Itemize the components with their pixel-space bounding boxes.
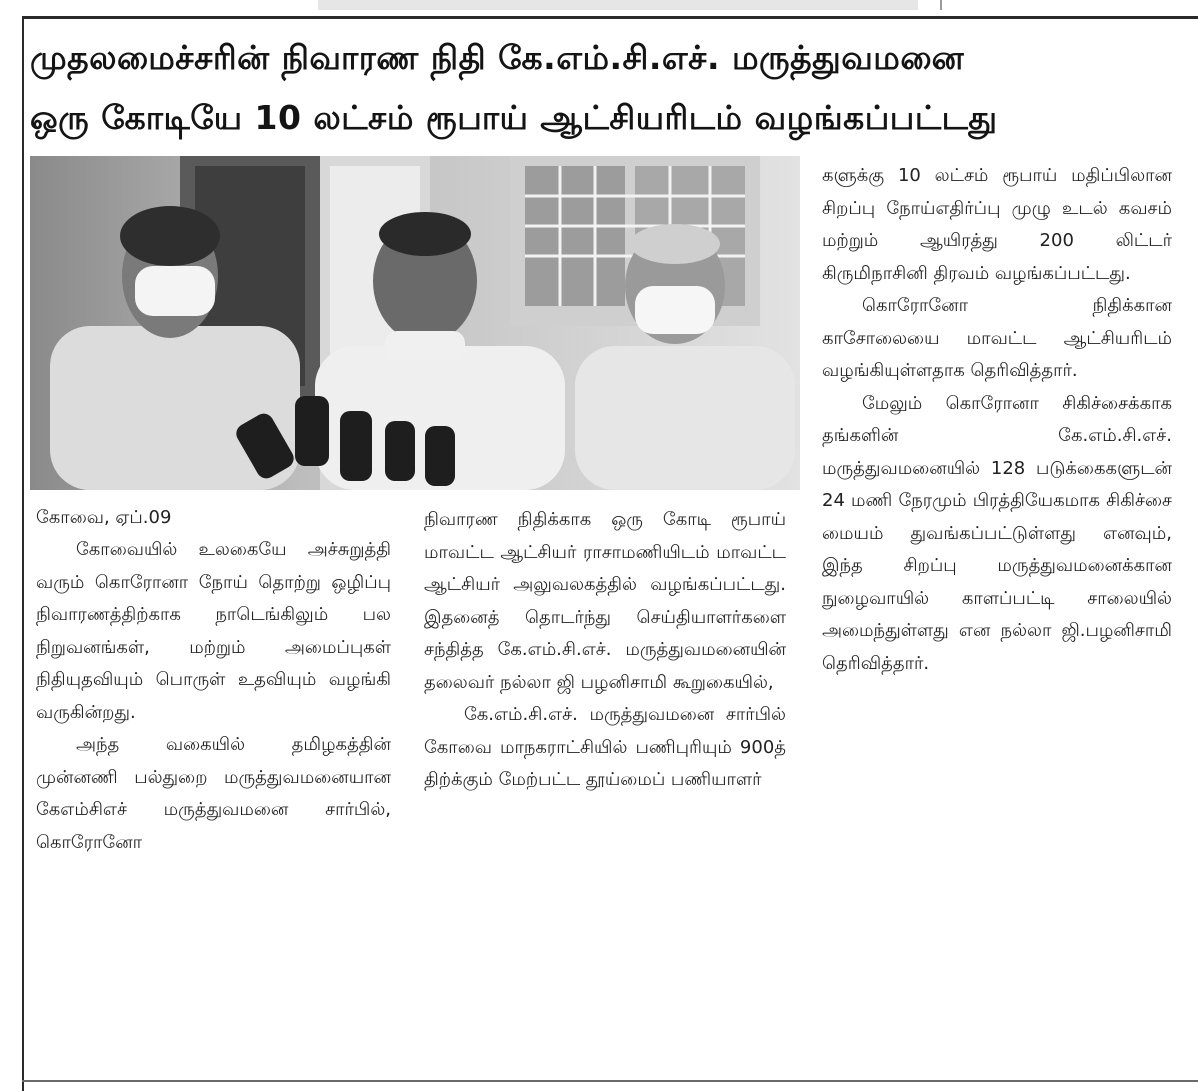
article-column-1 bbox=[36, 502, 391, 859]
column-2-paragraph-1-text: நிவாரண நிதிக்காக ஒரு கோடி ரூபாய் மாவட்ட ஆட்சியர் ராசாமணியிடம் மாவட்ட ஆட்சியர் அலுவலகத்தில் வழங்கப்பட்டது. இதனைத் தொடர்ந்து செய்தியாளர்களை சந்தித்த கே.எம்.சி.எச். மருத்துவமனையின் தலைவர் நல்லா ஜி பழனிசாமி கூறுகையில், bbox=[424, 509, 786, 693]
column-2-paragraph-2-text: கே.எம்.சி.எச். மருத்துவமனை சார்பில் கோவை மாநகராட்சியில் பணிபுரியும் 900த் திற்க்கும் மேற்பட்ட தூய்மைப் பணியாளர் bbox=[424, 704, 786, 790]
column-1-paragraph-2 bbox=[36, 729, 391, 859]
bottom-border-rule bbox=[22, 1080, 1198, 1082]
column-3-paragraph-2 bbox=[822, 290, 1172, 388]
top-scan-mark bbox=[940, 0, 942, 10]
column-1-paragraph-1-text: கோவையில் உலகையே அச்சுறுத்தி வரும் கொரோனா நோய் தொற்று ஒழிப்பு நிவாரணத்திற்காக நாடெங்கிலும் பல நிறுவனங்கள், மற்றும் அமைப்புகள் நிதியுதவியும் பொருள் உதவியும் வழங்கி வருகின்றது. bbox=[36, 539, 391, 723]
top-scan-strip bbox=[318, 0, 918, 10]
column-3-paragraph-3-text: மேலும் கொரோனா சிகிச்சைக்காக தங்களின் கே.எம்.சி.எச். மருத்துவமனையில் 128 படுக்கைகளுடன் 24 மணி நேரமும் பிரத்தியேகமாக சிகிச்சை மையம் துவங்கப்பட்டுள்ளது எனவும், இந்த சிறப்பு மருத்துவமனைக்கான நுழைவாயில் காளப்பட்டி சாலையில் அமைந்துள்ளது என நல்லா ஜி.பழனிசாமி தெரிவித்தார். bbox=[822, 392, 1172, 674]
news-photo-illustration bbox=[30, 156, 800, 490]
column-3-paragraph-1-text: களுக்கு 10 லட்சம் ரூபாய் மதிப்பிலான சிறப்பு நோய்எதிர்ப்பு முழு உடல் கவசம் மற்றும் ஆயிரத்து 200 லிட்டர் கிருமிநாசினி திரவம் வழங்கப்பட்டது. bbox=[822, 165, 1172, 284]
column-3-paragraph-2-text: கொரோனோ நிதிக்கான காசோலையை மாவட்ட ஆட்சியரிடம் வழங்கியுள்ளதாக தெரிவித்தார். bbox=[822, 295, 1172, 381]
column-3-paragraph-3 bbox=[822, 388, 1172, 681]
headline bbox=[30, 28, 1190, 148]
headline-line-1: முதலமைச்சரின் நிவாரண நிதி கே.எம்.சி.எச். மருத்துவமனை bbox=[30, 38, 965, 77]
news-photo bbox=[30, 156, 800, 490]
column-1-paragraph-2-text: அந்த வகையில் தமிழகத்தின் முன்னணி பல்துறை மருத்துவமனையான கேஎம்சிஎச் மருத்துவமனை சார்பில், கொரோனோ bbox=[36, 734, 391, 853]
headline-line-2: ஒரு கோடியே 10 லட்சம் ரூபாய் ஆட்சியரிடம் வழங்கப்பட்டது bbox=[30, 98, 998, 137]
column-2-paragraph-1 bbox=[424, 504, 786, 699]
top-border-rule bbox=[22, 16, 1198, 19]
left-border-rule bbox=[22, 16, 24, 1091]
article-column-2 bbox=[424, 504, 786, 797]
dateline: கோவை, ஏப்.09 bbox=[36, 507, 172, 528]
column-1-paragraph-1 bbox=[36, 534, 391, 729]
column-3-paragraph-1 bbox=[822, 160, 1172, 290]
article-column-3 bbox=[822, 160, 1172, 680]
column-2-paragraph-2 bbox=[424, 699, 786, 797]
